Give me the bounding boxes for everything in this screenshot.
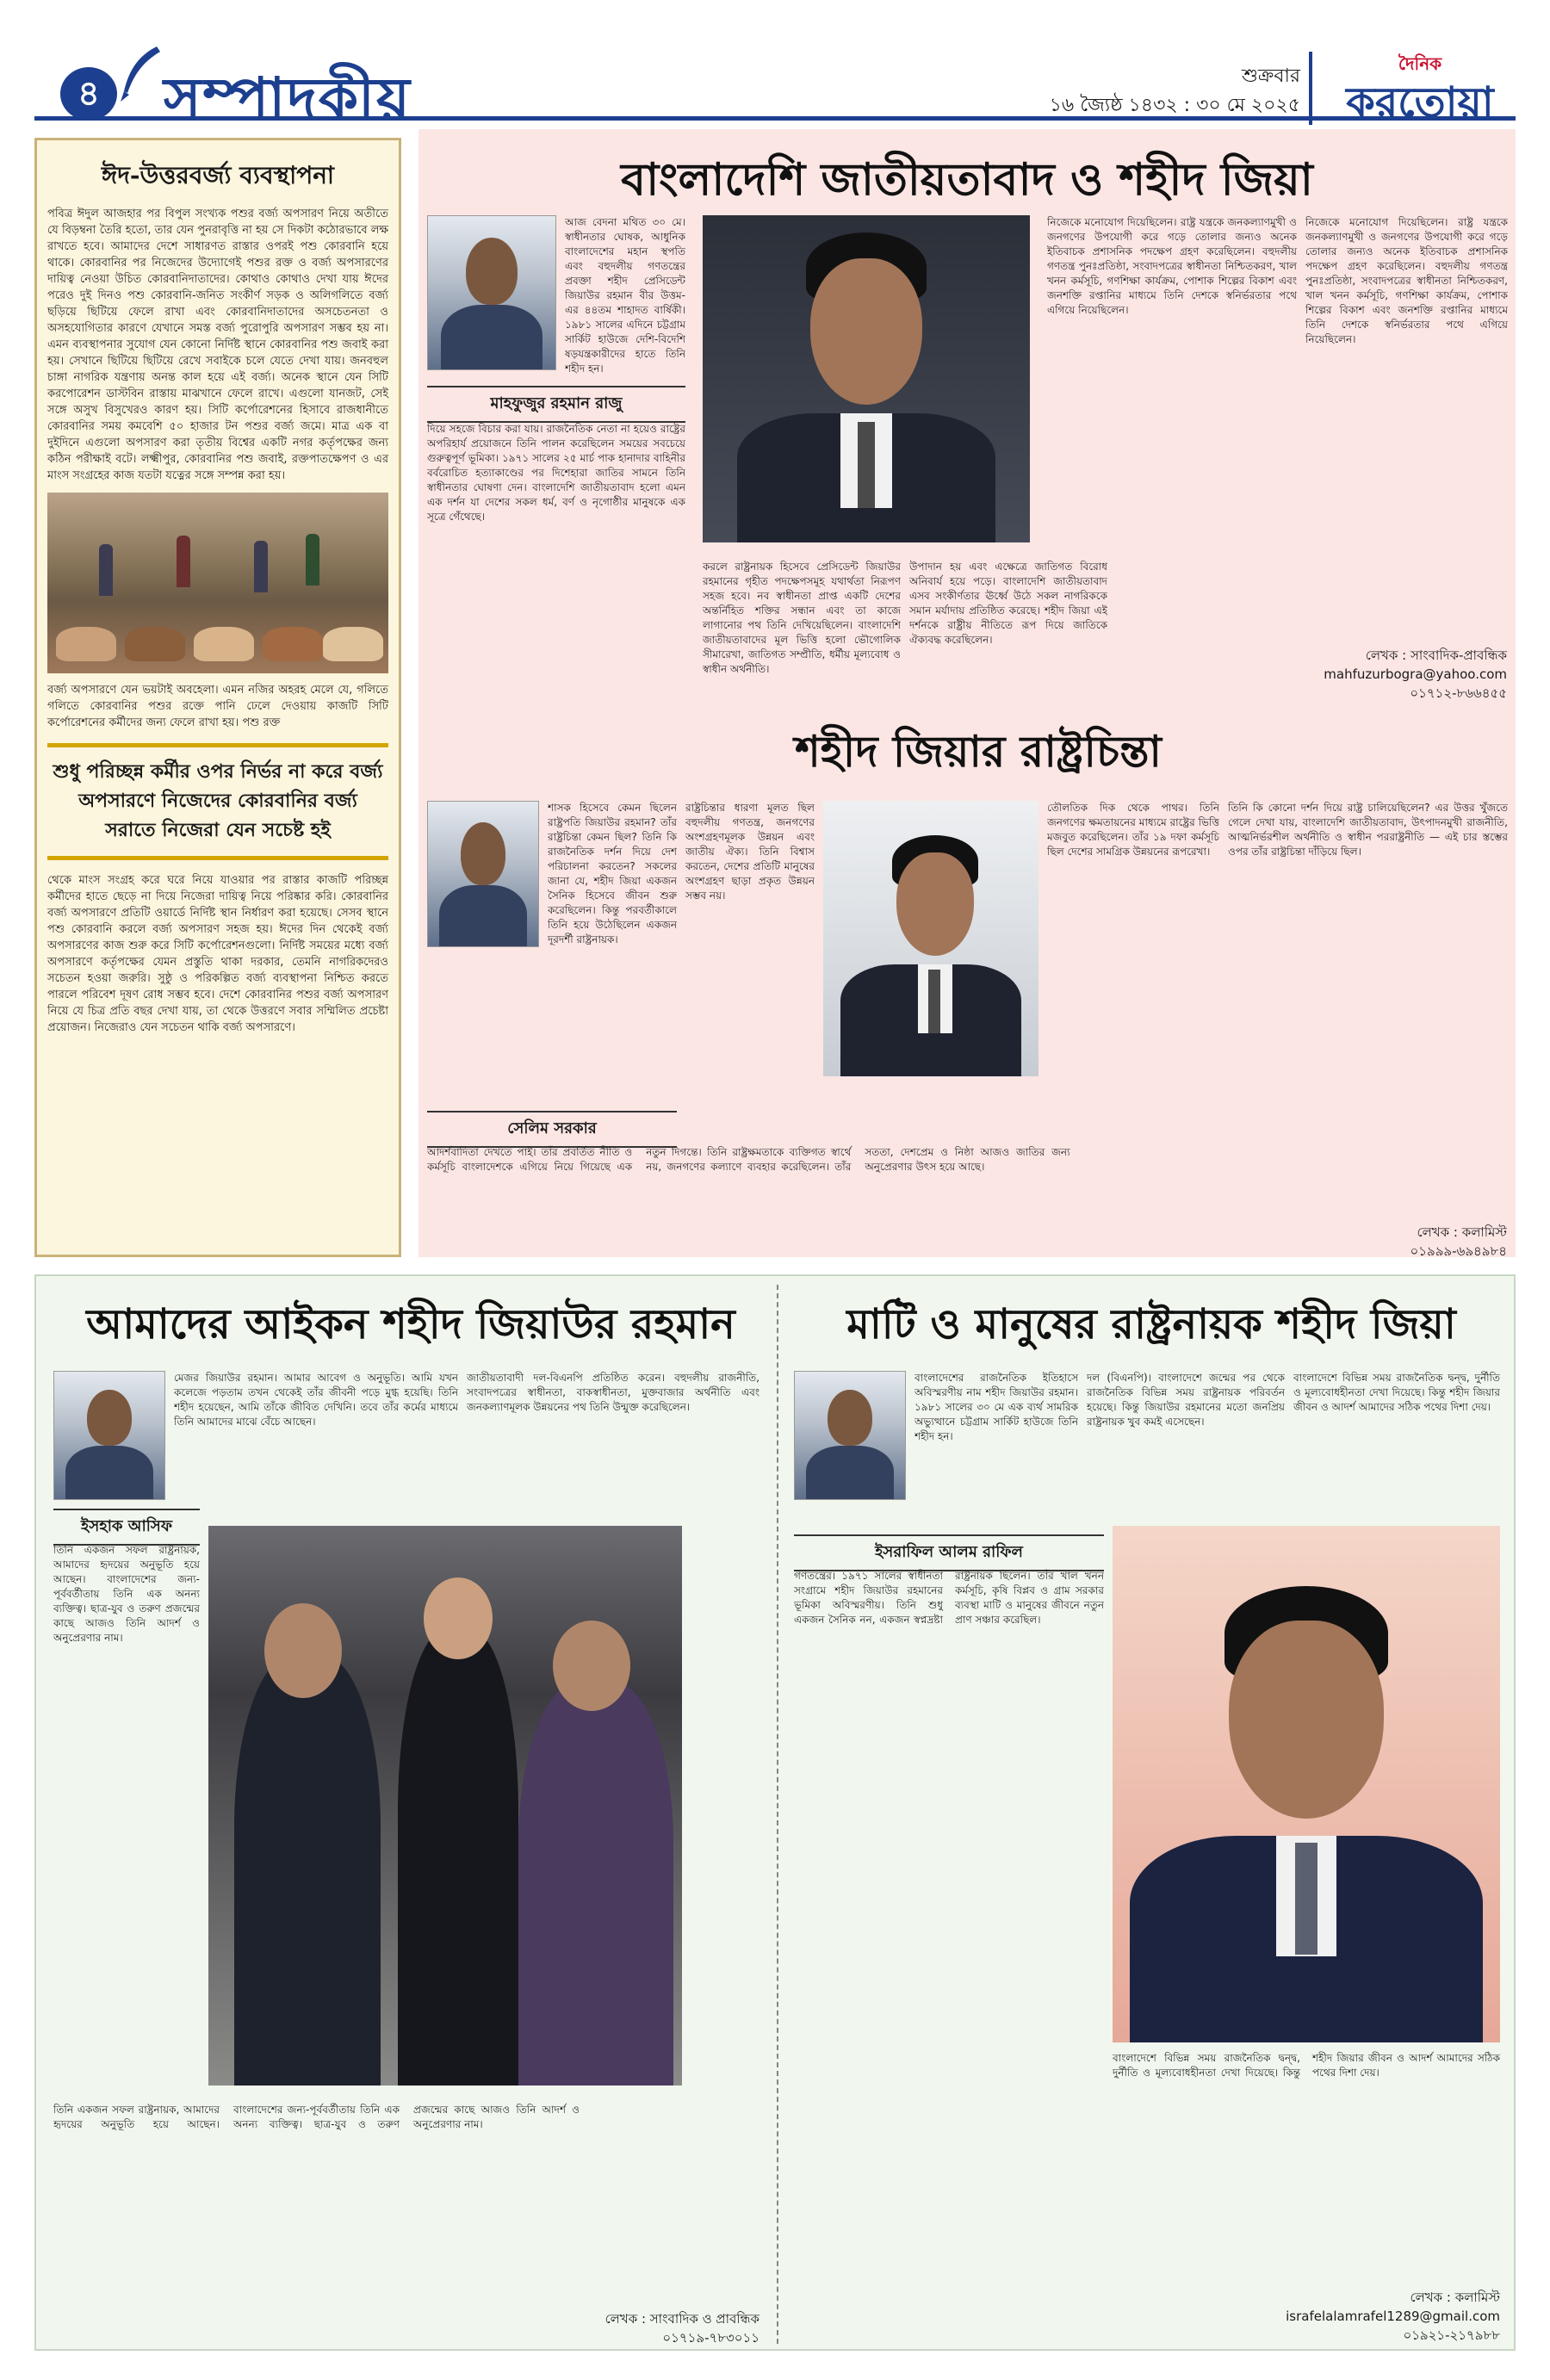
issue-date [1050, 62, 1300, 121]
article-4-email: israfelalamrafel1289@gmail.com [1286, 2309, 1500, 2324]
article-1-col-2: করলে রাষ্ট্রনায়ক হিসেবে প্রেসিডেন্ট জিয়াউর রহমানের গৃহীত পদক্ষেপসমূহ যথার্থতা নিরূপণ সহজ হবে। নব স্বাধীনতা প্রাপ্ত একটি দেশের অন্তর্নিহিত শক্তির সন্ধান এবং তা কাজে লাগানোর পথ তিনি দেখিয়েছিলেন। বাংলাদেশি জাতীয়তাবাদের মূল ভিত্তি হলো ভৌগোলিক সীমারেখা, জাতিগত সম্প্রীতি, ধর্মীয় মূল্যবোধ ও স্বাধীন অর্থনীতি। [703, 561, 901, 675]
article-1-phone: ০১৭১২-৮৬৬৪৫৫ [1410, 685, 1507, 701]
article-1-col-1b: দিয়ে সহজে বিচার করা যায়। রাজনৈতিক নেতা না হয়েও রাষ্ট্রের অপরিহার্য প্রয়োজনে তিনি পালন করেছিলেন সময়ের সবচেয়ে গুরুত্বপূর্ণ ভূমিকা। ১৯৭১ সালের ২৫ মার্চ পাক হানাদার বাহিনীর বর্বরোচিত হত্যাকাণ্ডের পর দিশেহারা জাতির সামনে তিনি স্বাধীনতার ঘোষণা দেন। বাংলাদেশি জাতীয়তাবাদ হলো এমন এক দর্শন যা দেশের সকল ধর্ম, বর্ণ ও নৃগোষ্ঠীর মানুষকে এক সূত্রে গেঁথেছে। [427, 423, 685, 523]
article-4-col-2: দল (বিএনপি)। বাংলাদেশে জন্মের পর থেকে রাজনৈতিক বিভিন্ন সময় রাষ্ট্রনায়ক পরিবর্তন হয়েছে। কিন্তু জিয়াউর রহমানের মতো জনপ্রিয় রাষ্ট্রনায়ক খুব কমই এসেছেন। [1087, 1372, 1285, 1428]
article-1-email: mahfuzurbogra@yahoo.com [1324, 666, 1507, 682]
article-4-col-1: বাংলাদেশের রাজনৈতিক ইতিহাসে অবিস্মরণীয় নাম শহীদ জিয়াউর রহমান। ১৯৮১ সালের ৩০ মে এক ব্যর্থ সামরিক অভ্যুত্থানে চট্টগ্রাম সার্কিট হাউজে তিনি শহীদ হন। [914, 1372, 1078, 1442]
article-2-byline: সেলিম সরকার [427, 1111, 677, 1148]
author-photo [427, 801, 539, 947]
article-2-signature [1314, 1223, 1507, 1261]
ziaur-rahman-portrait-2 [823, 801, 1038, 1076]
article-1-col-4: নিজেকে মনোযোগ দিয়েছিলেন। রাষ্ট্র যন্ত্রকে জনকল্যাণমুখী ও জনগণের উপযোগী করে গড়ে তোলার জন্যও অনেক ইতিবাচক প্রশাসনিক পদক্ষেপ গ্রহণ করেছিলেন। বহুদলীয় গণতন্ত্র পুনঃপ্রতিষ্ঠা, সংবাদপত্রের স্বাধীনতা নিশ্চিতকরণ, খাল খনন কর্মসূচি, গণশিক্ষা কার্যক্রম, পোশাক শিল্পের বিকাশ এবং জনশক্তি রপ্তানির মাধ্যমে তিনি দেশকে স্বনির্ভরতার পথে এগিয়ে নিয়েছিলেন। [1047, 216, 1297, 316]
author-photo [53, 1371, 165, 1500]
article-3-col-2: জাতীয়তাবাদী দল-বিএনপি প্রতিষ্ঠিত করেন। বহুদলীয় রাজনীতি, সংবাদপত্রের স্বাধীনতা, বাকস্বাধীনতা, মুক্তবাজার অর্থনীতি এবং জনকল্যাণমূলক উন্নয়নের পথ তিনি উন্মুক্ত করেছিলেন। [467, 1372, 760, 1413]
article-2-headline: শহীদ জিয়ার রাষ্ট্রচিন্তা [795, 726, 1162, 777]
article-3-byline: ইসহাক আসিফ [53, 1509, 200, 1546]
article-2-author-role: লেখক : কলামিস্ট [1417, 1224, 1507, 1240]
article-1-col-5: নিজেকে মনোযোগ দিয়েছিলেন। রাষ্ট্র যন্ত্রকে জনকল্যাণমুখী ও জনগণের উপযোগী করে গড়ে তোলার জন্যও অনেক ইতিবাচক প্রশাসনিক পদক্ষেপ গ্রহণ করেছিলেন। বহুদলীয় গণতন্ত্র পুনঃপ্রতিষ্ঠা, সংবাদপত্রের স্বাধীনতা নিশ্চিতকরণ, খাল খনন কর্মসূচি, গণশিক্ষা কার্যক্রম, পোশাক শিল্পের বিকাশ এবং জনশক্তি রপ্তানির মাধ্যমে তিনি দেশকে স্বনির্ভরতার পথে এগিয়ে নিয়েছিলেন। [1305, 216, 1508, 345]
pull-quote: শুধু পরিচ্ছন্ন কর্মীর ওপর নির্ভর না করে বর্জ্য অপসারণে নিজেদের কোরবানির বর্জ্য সরাতে নিজেরা যেন সচেষ্ট হই [47, 743, 388, 860]
column-divider [777, 1285, 778, 2344]
photo-caption: বর্জ্য অপসারণে যেন ভয়টাই অবহেলা। এমন নজির অহরহ মেলে যে, গলিতে গলিতে কোরবানির পশুর রক্তে পানি ঢেলে দেওয়ায় কাজটি সিটি কর্পোরেশনের কর্মীদের জন্য ফেলে রাখা হয়। পশু রক্ত [47, 684, 388, 729]
page-number-badge: ৪ [60, 67, 117, 121]
ziaur-rahman-portrait-3 [1113, 1526, 1500, 2042]
article-3-signature [518, 2309, 760, 2347]
article-2-col-1: শাসক হিসেবে কেমন ছিলেন রাষ্ট্রপতি জিয়াউর রহমান? তাঁর রাষ্ট্রচিন্তা কেমন ছিল? তিনি কি রাজনৈতিক দর্শন দিয়ে দেশ পরিচালনা করতেন? সকলের জানা যে, শহীদ জিয়া একজন সৈনিক হিসেবে জীবন শুরু করেছিলেন। কিন্তু পরবর্তীকালে তিনি হয়ে উঠেছিলেন একজন দূরদর্শী রাষ্ট্রনায়ক। [548, 802, 677, 945]
article-4-byline: ইসরাফিল আলম রাফিল [794, 1534, 1104, 1571]
ziaur-rahman-portrait [703, 215, 1030, 542]
article-3-phone: ০১৭১৯-৭৮৩০১১ [662, 2330, 760, 2346]
editorial-para-2: থেকে মাংস সংগ্রহ করে ঘরে নিয়ে যাওয়ার পর রাস্তার কাজটি পরিচ্ছন্ন কর্মীদের হাতে ছেড়ে না দিয়ে নিজেরা দায়িত্ব নিয়ে পরিষ্কার করি। কোরবানির বর্জ্য অপসারণে প্রতিটি ওয়ার্ডে নির্দিষ্ট স্থান নির্ধারণ করা হয়েছে। সেসব স্থানে পশু কোরবানি করলে বর্জ্য অপসারণ সহজ হয়। ঈদের দিন থেকেই বর্জ্য অপসারণের কাজ শুরু করে সিটি কর্পোরেশনগুলো। নির্দিষ্ট সময়ের মধ্যে বর্জ্য অপসারণে কর্তৃপক্ষের যেমন প্রস্তুতি থাকা দরকার, তেমনি নাগরিকদেরও সচেতন হওয়া জরুরি। সুষ্ঠু ও পরিকল্পিত বর্জ্য ব্যবস্থাপনা নিশ্চিত করতে পারলে পরিবেশ দূষণ রোধ সম্ভব হবে। দেশে কোরবানির পশুর বর্জ্য অপসারণ নিয়ে যে চিত্র প্রতি বছর দেখা যায়, তা থেকে উত্তরণে সবার সম্মিলিত প্রচেষ্টা প্রয়োজন। নিজেরাও যেন সচেতন থাকি বর্জ্য অপসারণে। [47, 874, 388, 1034]
author-photo [427, 215, 556, 370]
article-2-col-4: তিনি কি কোনো দর্শন দিয়ে রাষ্ট্র চালিয়েছিলেন? এর উত্তর খুঁজতে গেলে দেখা যায়, বাংলাদেশি জাতীয়তাবাদ, উৎপাদনমুখী রাজনীতি, আত্মনির্ভরশীল অর্থনীতি ও স্বাধীন পররাষ্ট্রনীতি — এই চার স্তম্ভের ওপর তাঁর রাষ্ট্রচিন্তা দাঁড়িয়ে ছিল। [1228, 802, 1508, 858]
article-3-col-1: মেজর জিয়াউর রহমান। আমার আবেগ ও অনুভূতি। আমি যখন কলেজে পড়তাম তখন থেকেই তাঁর জীবনী পড়ে মুগ্ধ হয়েছি। তিনি শহীদ হয়েছেন, আমি তাঁকে জীবিত দেখিনি। তবে তাঁর কর্মের মাধ্যমে তিনি আমাদের মাঝে বেঁচে আছেন। [174, 1372, 458, 1428]
quill-pen-icon [114, 43, 165, 103]
article-3-col-3: তিনি একজন সফল রাষ্ট্রনায়ক, আমাদের হৃদয়ের অনুভূতি হয়ে আছেন। বাংলাদেশের জন্য-পূর্ববর্তীতায় তিনি এক অনন্য ব্যক্তিত্ব। ছাত্র-যুব ও তরুণ প্রজন্মের কাছে আজও তিনি আদর্শ ও অনুপ্রেরণার নাম। [53, 1544, 200, 1644]
editorial-column [34, 138, 401, 1257]
article-4-col-right: বাংলাদেশে বিভিন্ন সময় রাজনৈতিক দ্বন্দ্ব, দুর্নীতি ও মূল্যবোধহীনতা দেখা দিয়েছে। কিন্তু শহীদ জিয়ার জীবন ও আদর্শ আমাদের সঠিক পথের দিশা দেয়। [1113, 2052, 1500, 2079]
article-1-col-1a: আজ বেদনা মথিত ৩০ মে। স্বাধীনতার ঘোষক, আধুনিক বাংলাদেশের মহান স্থপতি এবং বহুদলীয় গণতন্ত্রের প্রবক্তা শহীদ প্রেসিডেন্ট জিয়াউর রহমান বীর উত্তম-এর ৪৪তম শাহাদত বার্ষিকী। ১৯৮১ সালের এদিনে চট্টগ্রাম সার্কিট হাউজে দেশি-বিদেশি ষড়যন্ত্রকারীদের হাতে তিনি শহীদ হন। [565, 216, 685, 375]
author-photo [794, 1371, 906, 1500]
article-4-col-3: বাংলাদেশে বিভিন্ন সময় রাজনৈতিক দ্বন্দ্ব, দুর্নীতি ও মূল্যবোধহীনতা দেখা দিয়েছে। কিন্তু শহীদ জিয়ার জীবন ও আদর্শ আমাদের সঠিক পথের দিশা দেয়। [1293, 1372, 1500, 1413]
featured-articles-panel [418, 129, 1516, 1257]
bottom-articles-panel [34, 1274, 1516, 2351]
logo-name: করতোয়া [1346, 78, 1494, 127]
editorial-title: ঈদ-উত্তরবর্জ্য ব্যবস্থাপনা [101, 161, 335, 189]
issue-day: শুক্রবার [1241, 65, 1300, 87]
newspaper-logo [1309, 52, 1516, 125]
article-3-headline: আমাদের আইকন শহীদ জিয়াউর রহমান [86, 1300, 735, 1348]
article-3-col-bottom: তিনি একজন সফল রাষ্ট্রনায়ক, আমাদের হৃদয়ের অনুভূতি হয়ে আছেন। বাংলাদেশের জন্য-পূর্ববর্তীতায় তিনি এক অনন্য ব্যক্তিত্ব। ছাত্র-যুব ও তরুণ প্রজন্মের কাছে আজও তিনি আদর্শ ও অনুপ্রেরণার নাম। [53, 2104, 580, 2130]
article-4-phone: ০১৯২১-২১৭৯৮৮ [1403, 2327, 1500, 2343]
article-1-signature [1314, 646, 1507, 703]
article-1-col-3: উপাদান হয় এবং এক্ষেত্রে জাতিগত বিরোধ অনিবার্য হয়ে পড়ে। বাংলাদেশি জাতীয়তাবাদ এসব সংকীর্ণতার ঊর্ধ্বে উঠে সকল নাগরিককে সমান মর্যাদায় প্রতিষ্ঠিত করেছে। শহীদ জিয়া এই দর্শনকে রাষ্ট্রীয় নীতিতে রূপ দিয়ে জাতিকে ঐক্যবদ্ধ করেছিলেন। [909, 561, 1107, 646]
article-1-headline: বাংলাদেশি জাতীয়তাবাদ ও শহীদ জিয়া [621, 153, 1313, 206]
logo-prefix: দৈনিক [1398, 53, 1442, 74]
article-4-signature [1242, 2288, 1500, 2345]
article-4-col-bottom: গণতন্ত্রের। ১৯৭১ সালের স্বাধীনতা সংগ্রামে শহীদ জিয়াউর রহমানের ভূমিকা অবিস্মরণীয়। তিনি শুধু একজন সৈনিক নন, একজন স্বপ্নদ্রষ্টা রাষ্ট্রনায়ক ছিলেন। তাঁর খাল খনন কর্মসূচি, কৃষি বিপ্লব ও গ্রাম সরকার ব্যবস্থা মাটি ও মানুষের জীবনে নতুন প্রাণ সঞ্চার করেছিল। [794, 1570, 1104, 1626]
cattle-market-photo [47, 493, 388, 673]
article-1-byline: মাহফুজুর রহমান রাজু [427, 386, 685, 423]
article-2-col-3: তৌলতিক দিক থেকে পাথর। তিনি জনগণের ক্ষমতায়নের মাধ্যমে রাষ্ট্রের ভিত্তি মজবুত করেছিলেন। তাঁর ১৯ দফা কর্মসূচি ছিল দেশের সামগ্রিক উন্নয়নের রূপরেখা। [1047, 802, 1219, 858]
section-title: সম্পাদকীয় [164, 65, 412, 132]
issue-date-text: ১৬ জ্যৈষ্ঠ ১৪৩২ : ৩০ মে ২০২৫ [1049, 95, 1300, 116]
article-4-author-role: লেখক : কলামিস্ট [1410, 2290, 1500, 2305]
ziaur-rahman-family-photo [208, 1526, 682, 2086]
article-2-col-2: রাষ্ট্রচিন্তার ধারণা মূলত ছিল বহুদলীয় গণতন্ত্র, জনগণের অংশগ্রহণমূলক উন্নয়ন এবং জাতীয় ঐক্য। তিনি বিশ্বাস করতেন, দেশের প্রতিটি মানুষের অংশগ্রহণ ছাড়া প্রকৃত উন্নয়ন সম্ভব নয়। [685, 802, 815, 902]
article-2-col-bottom: আদর্শবাদিতা দেখতে পাই। তাঁর প্রবর্তিত নীতি ও কর্মসূচি বাংলাদেশকে এগিয়ে নিয়ে গিয়েছে এক নতুন দিগন্তে। তিনি রাষ্ট্রক্ষমতাকে ব্যক্তিগত স্বার্থে নয়, জনগণের কল্যাণে ব্যবহার করেছিলেন। তাঁর সততা, দেশপ্রেম ও নিষ্ঠা আজও জাতির জন্য অনুপ্রেরণার উৎস হয়ে আছে। [427, 1146, 1070, 1173]
article-1-author-role: লেখক : সাংবাদিক-প্রাবন্ধিক [1365, 648, 1507, 663]
editorial-para-1: পবিত্র ঈদুল আজহার পর বিপুল সংখ্যক পশুর বর্জ্য অপসারণ নিয়ে অতীতে যে বিড়ম্বনা তৈরি হতো, তার যেন পুনরাবৃত্তি না হয় সে দিকটা কঠোরভাবে লক্ষ রাখতে হবে। আমাদের দেশে সাধারণত রাস্তার ওপরই পশু কোরবানি হয়ে থাকে। কোরবানির পর নিজেদের উদ্যোগেই পশুর রক্ত ও বর্জ্য অপসারণের দায়িত্ব নেওয়া উচিত কোরবানিদাতাদের। কোথাও কোথাও দেখা যায় ঈদের পরেও দুই দিনও পশু কোরবানি-জনিত সংকীর্ণ সড়ক ও অলিগলিতে বর্জ্য ছড়িয়ে ছিটিয়ে ফেলে রাখা এবং কোরবানিদাতাদের অসচেতনতা ও অসহযোগিতার কারণে যেখানে সমস্ত বর্জ্য পুরোপুরি অপসারণ সম্ভব হয় না। এমন ব্যবস্থাপনার সুযোগ যেন কোনো নির্দিষ্ট স্থানে কোরবানির পশু জবাই করা হয়। সেখানে ছিটিয়ে ছিটিয়ে রেখে সবাইকে চলে যেতে দেখা যায়। জনবহুল চাঙ্গা নাগরিক যন্ত্রণায় অনন্ত কাল হয়ে এই বর্জ্য। অনেক স্থানে যেন সিটি করপোরেশন ডাস্টবিন রাস্তায় মাঝখানে ফেলে রাখে। এগুলো যানজট, সেই সঙ্গে অসুখ বিসুখেরও কারণ হয়। সিটি কর্পোরেশনের হিসাবে রাজধানীতে কোরবানির সময় কমবেশি ৫০ হাজার টন পশুর বর্জ্য জমে। মাত্র এক বা দুইদিনে এগুলো অপসারণ করা তৃতীয় বিশ্বের একটি নগর কর্তৃপক্ষের জন্য কঠিন পরীক্ষাই বটে। লক্ষ্মীপুর, কোরবানির পশু জবাই, রক্তপাতক্ষেপণ ও এর মাংস সংগ্রহের কাজ যতটা যত্নের সঙ্গে সম্পন্ন করা হয়। [47, 208, 388, 482]
article-3-author-role: লেখক : সাংবাদিক ও প্রাবন্ধিক [604, 2311, 760, 2327]
masthead [34, 17, 1516, 132]
article-4-headline: মাটি ও মানুষের রাষ্ট্রনায়ক শহীদ জিয়া [846, 1300, 1456, 1348]
article-2-phone: ০১৯৯৯-৬৯৪৯৮৪ [1410, 1243, 1507, 1259]
